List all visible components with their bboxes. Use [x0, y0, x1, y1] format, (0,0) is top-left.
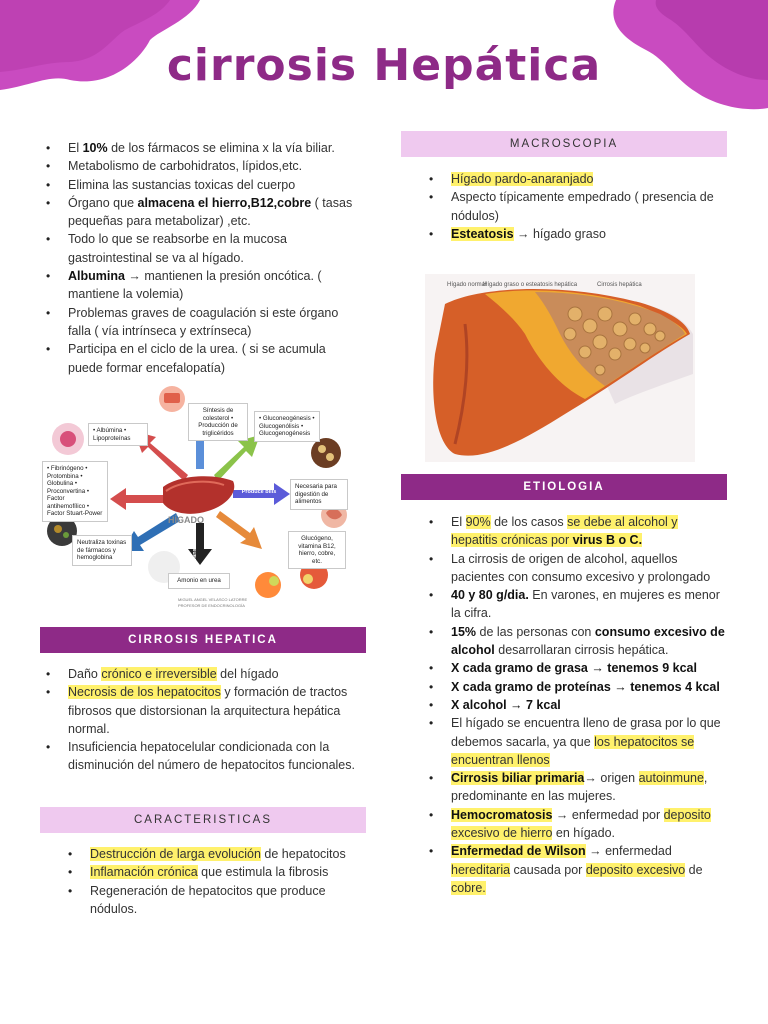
list-item: • X cada gramo de grasa → tenemos 9 kcal	[451, 659, 727, 677]
liver-label-cirrosis: Cirrosis hepática	[597, 282, 642, 288]
macroscopia-list	[423, 170, 727, 243]
list-item: • Enfermedad de Wilson → enfermedad hereditaria causada por deposito excesivo de cobre.	[451, 842, 727, 897]
diagram-credit-2: PROFESOR DE ENDOCRINOLOGÍA	[178, 603, 245, 608]
list-item: • La cirrosis de origen de alcohol, aquellos pacientes con consumo excesivo y prolongado	[451, 550, 727, 587]
list-item: • Esteatosis → hígado graso	[451, 225, 727, 243]
liver-progression-image	[425, 274, 695, 462]
intro-section	[40, 139, 360, 377]
diagram-center-label: HÍGADO	[168, 515, 204, 525]
diagram-credit-1: MIGUEL ANGEL VELASCO LATORRE	[178, 597, 248, 602]
cirrosis-section	[40, 665, 366, 775]
list-item: • Daño crónico e irreversible del hígado	[68, 665, 366, 683]
list-item: • Aspecto típicamente empedrado ( presencia de nódulos)	[451, 188, 727, 225]
list-item: • 40 y 80 g/dia. En varones, en mujeres es menor la cifra.	[451, 586, 727, 623]
diagram-box-albumina: • Albúmina • Lipoproteínas	[88, 423, 148, 446]
list-item: • Necrosis de los hepatocitos y formación de tractos fibrosos que distorsionan la arquitectura hepática normal.	[68, 683, 366, 738]
liver-label-graso: Hígado graso o esteatosis hepática	[483, 282, 578, 288]
list-item: • Insuficiencia hepatocelular condicionada con la disminución del número de hepatocitos funcionales.	[68, 738, 366, 775]
liver-functions-diagram	[38, 383, 356, 615]
list-item: • Participa en el ciclo de la urea. ( si se acumula puede formar encefalopatía)	[68, 340, 360, 377]
list-item: • Metabolismo de carbohidratos, lípidos,etc.	[68, 157, 360, 175]
page-title: cirrosis Hepática	[166, 40, 602, 91]
section-header-cirrosis: CIRROSIS HEPATICA	[40, 627, 366, 653]
list-item: • Problemas graves de coagulación si este órgano falla ( vía intrínseca y extrínseca)	[68, 304, 360, 341]
etiologia-list	[423, 513, 727, 897]
section-header-etiologia: ETIOLOGIA	[401, 474, 727, 500]
diagram-transforma-label: Transforma	[192, 533, 198, 563]
list-item: • Cirrosis biliar primaria→ origen autoinmune, predominante en las mujeres.	[451, 769, 727, 806]
section-header-caracteristicas: CARACTERISTICAS	[40, 807, 366, 833]
list-item: • X cada gramo de proteínas → tenemos 4 kcal	[451, 678, 727, 696]
diagram-box-glucose: • Gluconeogénesis • Glucogenólisis • Glucogenogénesis	[254, 411, 320, 442]
diagram-box-amonio: Amonio en urea	[168, 573, 230, 589]
caracteristicas-list	[62, 845, 368, 918]
list-item: • Todo lo que se reabsorbe en la mucosa gastrointestinal se va al hígado.	[68, 230, 360, 267]
list-item: • Hemocromatosis → enfermedad por deposito excesivo de hierro en hígado.	[451, 806, 727, 843]
macroscopia-section	[423, 170, 727, 243]
list-item: • El hígado se encuentra lleno de grasa por lo que debemos sacarla, ya que los hepatocitos se encuentran llenos	[451, 714, 727, 769]
caracteristicas-section	[62, 845, 368, 918]
list-item: • Órgano que almacena el hierro,B12,cobre ( tasas pequeñas para metabolizar) ,etc.	[68, 194, 360, 231]
diagram-label-bilis: Produce bilis	[241, 489, 277, 495]
list-item: • Regeneración de hepatocitos que produce nódulos.	[90, 882, 368, 919]
section-header-macroscopia: MACROSCOPIA	[401, 131, 727, 157]
list-item: • Hígado pardo-anaranjado	[451, 170, 727, 188]
list-item: • El 90% de los casos se debe al alcohol y hepatitis crónicas por virus B o C.	[451, 513, 727, 550]
diagram-box-bilis: Necesaria para digestión de alimentos	[290, 479, 348, 510]
etiologia-section	[423, 513, 727, 897]
diagram-box-factors: • Fibrinógeno • Protombina • Globulina • Proconvertina • Factor antihemofílico • Factor Stuart-Power	[42, 461, 108, 522]
diagram-box-toxinas: Neutraliza toxinas de fármacos y hemoglobina	[72, 535, 132, 566]
diagram-box-vitamins: Glucógeno, vitamina B12, hierro, cobre, etc.	[288, 531, 346, 569]
intro-list	[40, 139, 360, 377]
list-item: • Albumina → mantienen la presión oncótica. ( mantiene la volemia)	[68, 267, 360, 304]
list-item: • 15% de las personas con consumo excesivo de alcohol desarrollaran cirrosis hepática.	[451, 623, 727, 660]
liver-label-normal: Hígado normal	[447, 282, 487, 288]
list-item: • Destrucción de larga evolución de hepatocitos	[90, 845, 368, 863]
list-item: • X alcohol → 7 kcal	[451, 696, 727, 714]
cirrosis-list	[40, 665, 366, 775]
diagram-box-colesterol: Síntesis de colesterol • Producción de triglicéridos	[188, 403, 248, 441]
list-item: • Elimina las sustancias toxicas del cuerpo	[68, 176, 360, 194]
list-item: • El 10% de los fármacos se elimina x la vía biliar.	[68, 139, 360, 157]
list-item: • Inflamación crónica que estimula la fibrosis	[90, 863, 368, 881]
